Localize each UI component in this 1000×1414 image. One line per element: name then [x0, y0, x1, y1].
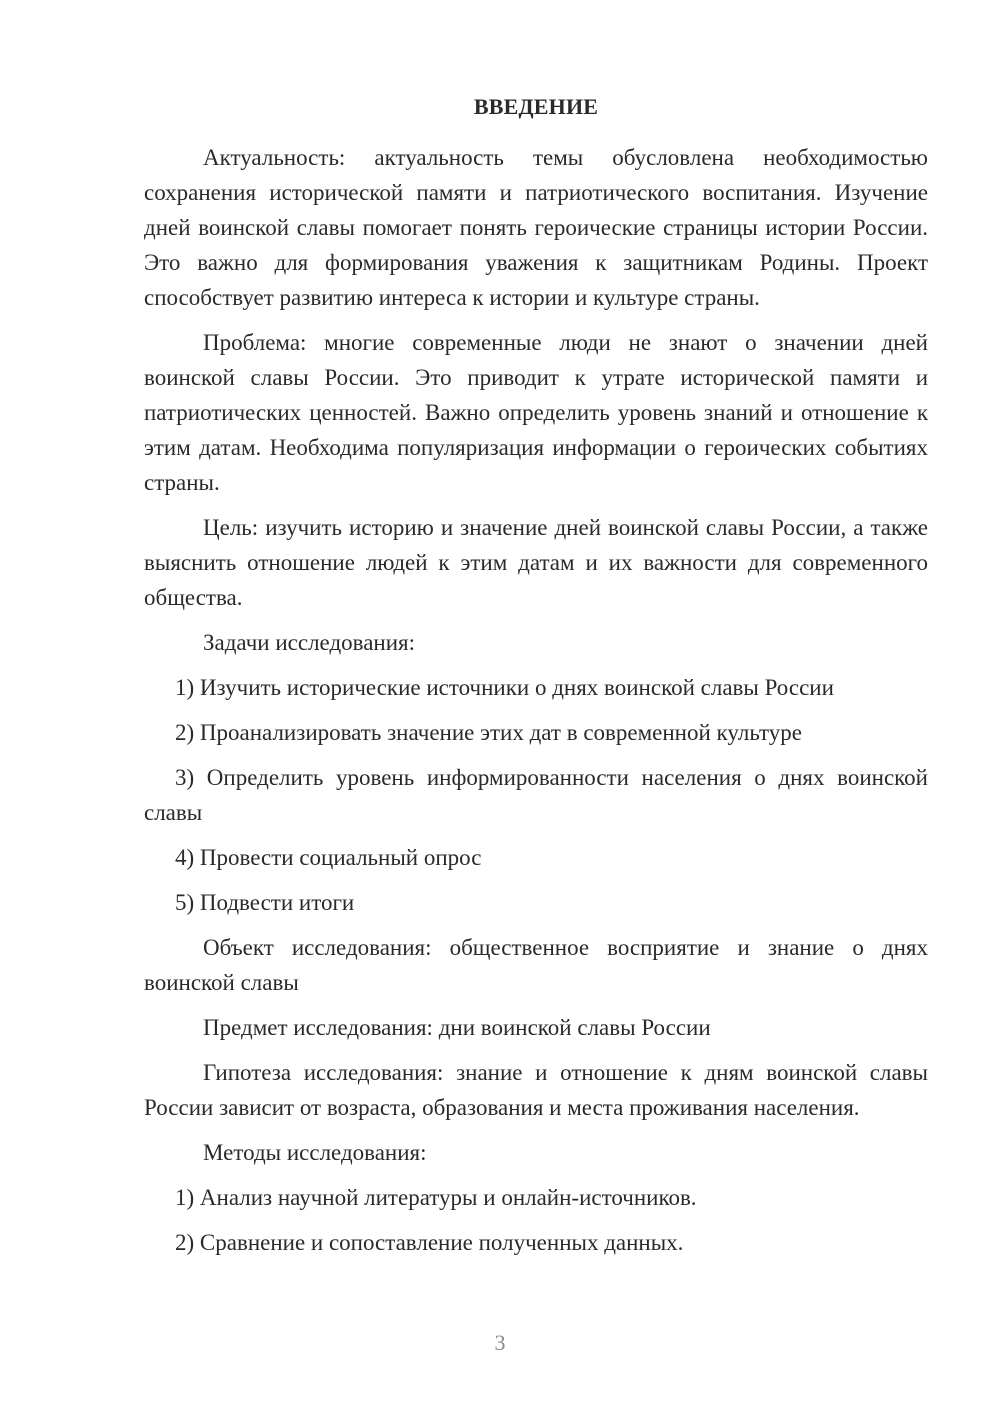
paragraph-problem: Проблема: многие современные люди не знают о значении дней воинской славы России. Это приводит к утрате исторической памяти и патриотических ценностей. Важно определить уровень знаний и отношение к этим датам. Необходима популяризация информации о героических событиях страны. — [144, 330, 928, 495]
list-item-method-2: 2) Сравнение и сопоставление полученных данных. — [175, 1230, 684, 1255]
paragraph-tasks-heading: Задачи исследования: — [203, 630, 416, 655]
page-title: ВВЕДЕНИЕ — [473, 94, 599, 119]
list-item-task-5: 5) Подвести итоги — [175, 890, 355, 915]
paragraph-relevance: Актуальность: актуальность темы обусловлена необходимостью сохранения исторической памяти и патриотического воспитания. Изучение дней воинской славы помогает понять героические страницы истории России. Это важно для формирования уважения к защитникам Родины. Проект способствует развитию интереса к истории и культуре страны. — [144, 145, 928, 310]
list-item-task-3: 3) Определить уровень информированности населения о днях воинской славы — [144, 765, 928, 825]
paragraph-goal: Цель: изучить историю и значение дней воинской славы России, а также выяснить отношение людей к этим датам и их важности для современного общества. — [144, 515, 928, 610]
list-item-method-1: 1) Анализ научной литературы и онлайн-источников. — [175, 1185, 697, 1210]
document-page — [144, 92, 928, 1270]
list-item-task-4: 4) Провести социальный опрос — [175, 845, 482, 870]
paragraph-methods-heading: Методы исследования: — [203, 1140, 427, 1165]
list-item-task-2: 2) Проанализировать значение этих дат в современной культуре — [175, 720, 802, 745]
paragraph-hypothesis: Гипотеза исследования: знание и отношение к дням воинской славы России зависит от возраста, образования и места проживания населения. — [144, 1060, 928, 1120]
list-item-task-1: 1) Изучить исторические источники о днях воинской славы России — [175, 675, 834, 700]
page-number: 3 — [494, 1330, 506, 1355]
paragraph-subject: Предмет исследования: дни воинской славы России — [203, 1015, 711, 1040]
paragraph-object: Объект исследования: общественное восприятие и знание о днях воинской славы — [144, 935, 928, 995]
